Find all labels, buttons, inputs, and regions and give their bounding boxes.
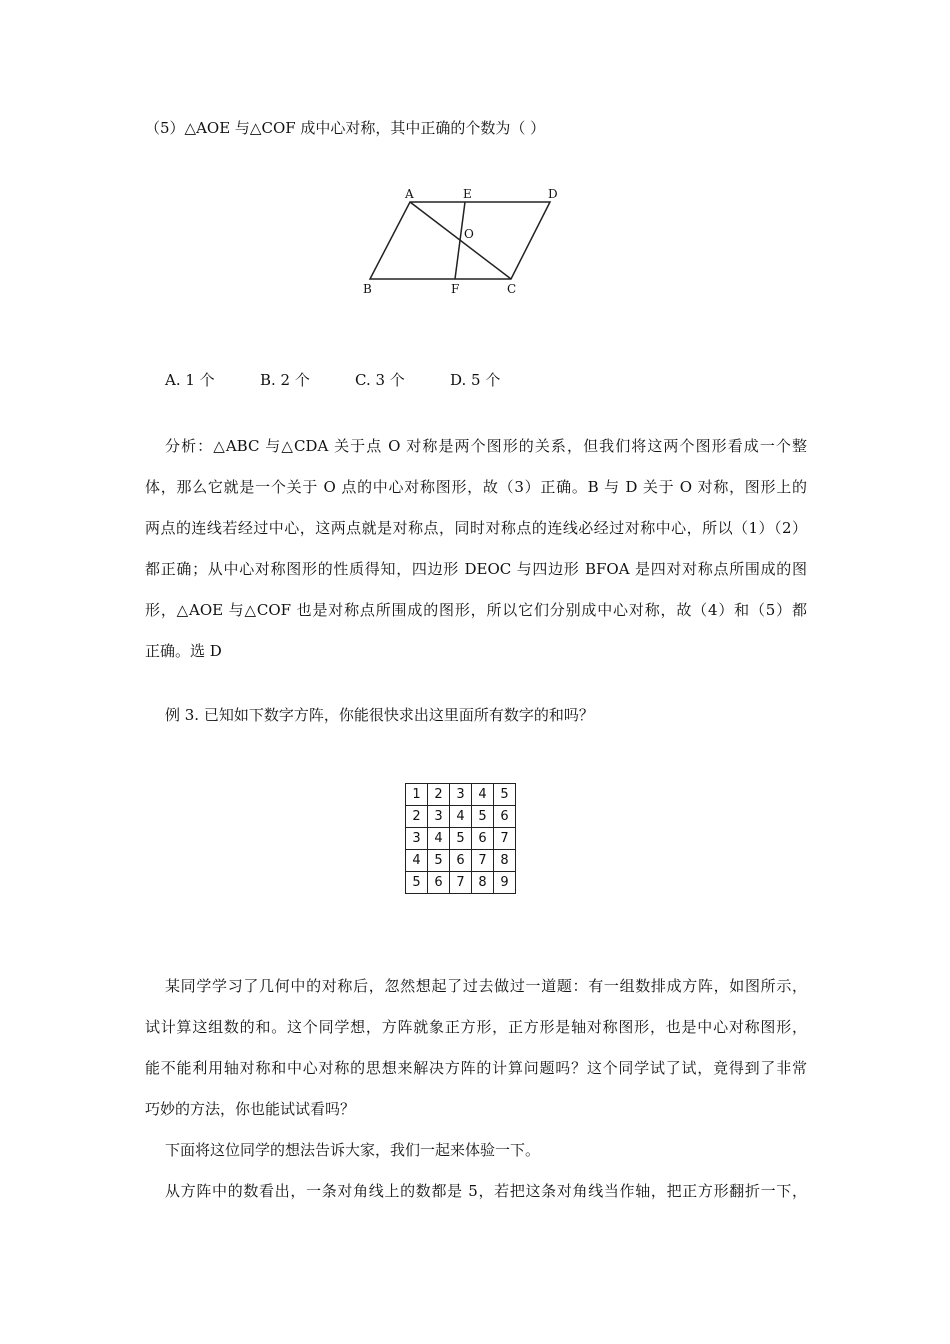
grid-row xyxy=(406,872,516,894)
grid-cell: 6 xyxy=(494,806,516,828)
grid-cell: 8 xyxy=(472,872,494,894)
grid-cell: 3 xyxy=(406,828,428,850)
number-grid xyxy=(405,783,516,894)
grid-cell: 6 xyxy=(450,850,472,872)
grid-row xyxy=(406,806,516,828)
grid-cell: 7 xyxy=(472,850,494,872)
label-b: B xyxy=(363,282,372,296)
label-d: D xyxy=(548,187,558,201)
story-line: 某同学学习了几何中的对称后，忽然想起了过去做过一道题：有一组数排成方阵，如图所示， xyxy=(165,977,807,995)
analysis-line: 形，△AOE 与△COF 也是对称点所围成的图形，所以它们分别成中心对称，故（4）和（5）都 xyxy=(145,601,807,619)
grid-cell: 7 xyxy=(450,872,472,894)
grid-cell: 5 xyxy=(472,806,494,828)
question-line: （5）△AOE 与△COF 成中心对称，其中正确的个数为（ ） xyxy=(145,119,546,137)
grid-cell: 4 xyxy=(406,850,428,872)
example-title: 例 3. 已知如下数字方阵，你能很快求出这里面所有数字的和吗？ xyxy=(165,706,594,724)
analysis-line: 都正确；从中心对称图形的性质得知，四边形 DEOC 与四边形 BFOA 是四对对称点所围成的图 xyxy=(145,560,807,578)
grid-cell: 6 xyxy=(428,872,450,894)
grid-cell: 4 xyxy=(428,828,450,850)
grid-cell: 5 xyxy=(428,850,450,872)
grid-cell: 8 xyxy=(494,850,516,872)
grid-row xyxy=(406,850,516,872)
story-line: 能不能利用轴对称和中心对称的思想来解决方阵的计算问题吗？这个同学试了试，竟得到了非常 xyxy=(145,1059,807,1077)
label-e: E xyxy=(463,187,472,201)
analysis-line: 两点的连线若经过中心，这两点就是对称点，同时对称点的连线必经过对称中心，所以（1）（2） xyxy=(145,519,807,537)
choice-b: B. 2 个 xyxy=(260,371,310,389)
analysis-line: 正确。选 D xyxy=(145,642,222,660)
analysis-line: 分析：△ABC 与△CDA 关于点 O 对称是两个图形的关系，但我们将这两个图形看成一个整 xyxy=(165,437,807,455)
grid-cell: 6 xyxy=(472,828,494,850)
grid-cell: 5 xyxy=(450,828,472,850)
grid-cell: 7 xyxy=(494,828,516,850)
grid-cell: 4 xyxy=(472,784,494,806)
choice-a: A. 1 个 xyxy=(165,371,215,389)
analysis-line: 体，那么它就是一个关于 O 点的中心对称图形，故（3）正确。B 与 D 关于 O 对称，图形上的 xyxy=(145,478,807,496)
last-line: 从方阵中的数看出，一条对角线上的数都是 5，若把这条对角线当作轴，把正方形翻折一下， xyxy=(165,1182,807,1200)
grid-cell: 1 xyxy=(406,784,428,806)
label-a: A xyxy=(405,187,414,201)
grid-cell: 9 xyxy=(494,872,516,894)
answer-choices xyxy=(165,370,545,390)
choice-c: C. 3 个 xyxy=(355,371,405,389)
label-c: C xyxy=(507,282,517,296)
grid-cell: 2 xyxy=(428,784,450,806)
grid-cell: 5 xyxy=(494,784,516,806)
grid-cell: 2 xyxy=(406,806,428,828)
parallelogram-figure xyxy=(355,180,575,300)
story-line: 巧妙的方法，你也能试试看吗？ xyxy=(145,1100,356,1118)
grid-row xyxy=(406,828,516,850)
story-line: 试计算这组数的和。这个同学想，方阵就象正方形，正方形是轴对称图形，也是中心对称图形， xyxy=(145,1018,807,1036)
choice-d: D. 5 个 xyxy=(450,371,501,389)
grid-cell: 3 xyxy=(450,784,472,806)
grid-cell: 4 xyxy=(450,806,472,828)
intro-line: 下面将这位同学的想法告诉大家，我们一起来体验一下。 xyxy=(165,1141,541,1159)
label-f: F xyxy=(451,282,460,296)
label-o: O xyxy=(464,227,474,241)
grid-cell: 3 xyxy=(428,806,450,828)
grid-cell: 5 xyxy=(406,872,428,894)
grid-row xyxy=(406,784,516,806)
